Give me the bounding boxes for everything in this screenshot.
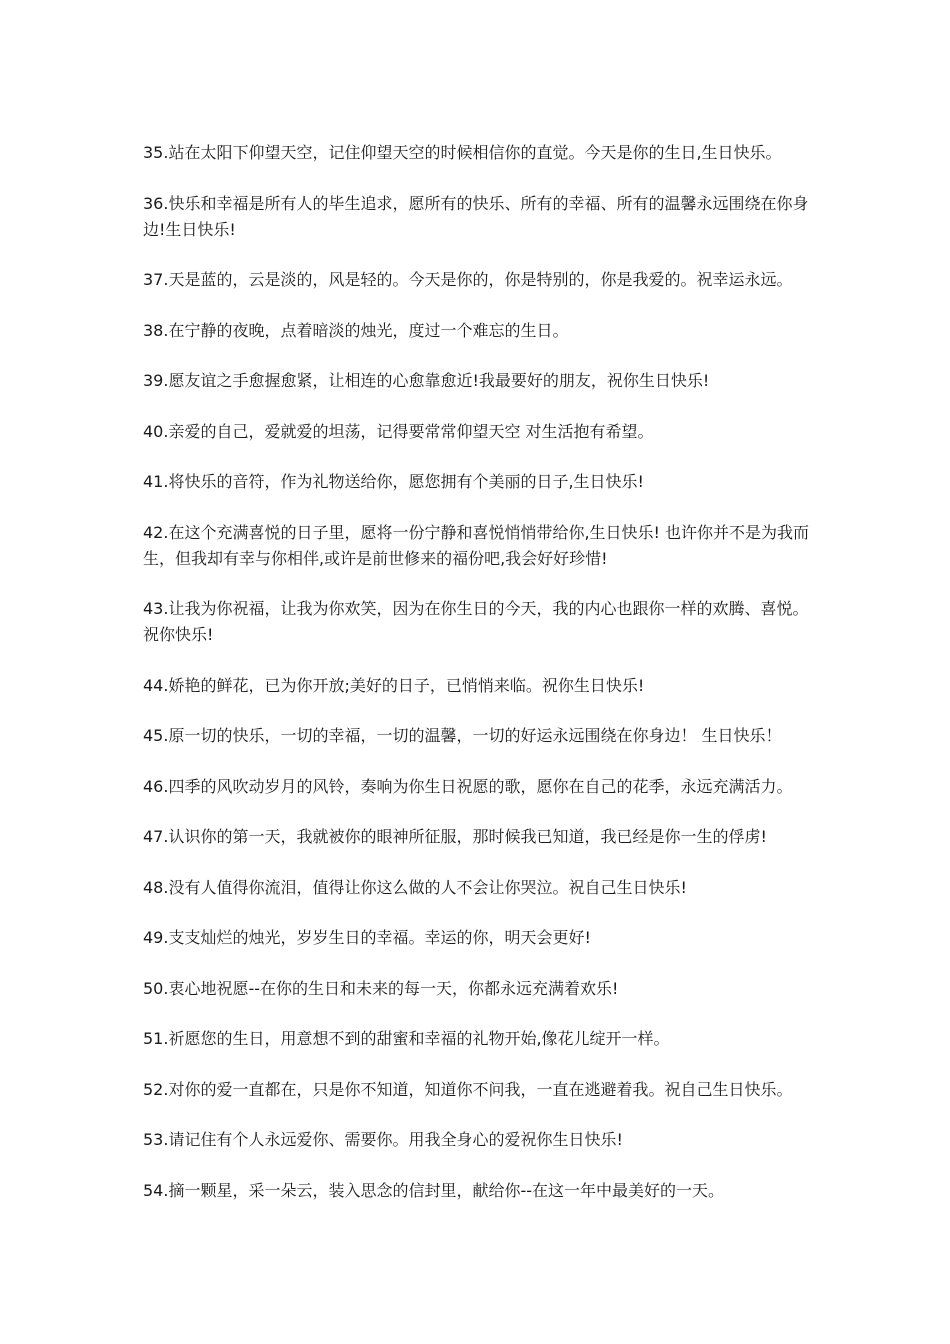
- paragraph-37: 37.天是蓝的，云是淡的，风是轻的。今天是你的，你是特别的，你是我爱的。祝幸运永远。: [143, 270, 793, 289]
- paragraph-52: 52.对你的爱一直都在，只是你不知道，知道你不问我，一直在逃避着我。祝自己生日快乐。: [143, 1079, 793, 1099]
- paragraph-38: 38.在宁静的夜晚，点着暗淡的烛光，度过一个难忘的生日。: [143, 320, 569, 340]
- paragraph-49: 49.支支灿烂的烛光，岁岁生日的幸福。幸运的你，明天会更好!: [143, 928, 591, 947]
- paragraph-35: 35.站在太阳下仰望天空，记住仰望天空的时候相信你的直觉。今天是你的生日,生日快乐。: [143, 143, 782, 162]
- paragraph-40: 40.亲爱的自己，爱就爱的坦荡，记得要常常仰望天空 对生活抱有希望。: [143, 421, 654, 441]
- paragraph-53: 53.请记住有个人永远爱你、需要你。用我全身心的爱祝你生日快乐!: [143, 1130, 623, 1149]
- paragraph-47: 47.认识你的第一天，我就被你的眼神所征服，那时候我已知道，我已经是你一生的俘虏!: [143, 827, 767, 846]
- paragraph-45: 45.原一切的快乐，一切的幸福，一切的温馨，一切的好运永远围绕在你身边！ 生日快乐！: [143, 726, 782, 745]
- paragraph-39: 39.愿友谊之手愈握愈紧，让相连的心愈靠愈近!我最要好的朋友，祝你生日快乐!: [143, 371, 710, 390]
- paragraph-44: 44.娇艳的鲜花，已为你开放;美好的日子，已悄悄来临。祝你生日快乐!: [143, 675, 645, 695]
- document-body: [143, 140, 818, 1228]
- paragraph-36: 36.快乐和幸福是所有人的毕生追求，愿所有的快乐、所有的幸福、所有的温馨永远围绕在你身边!生日快乐!: [143, 193, 809, 239]
- paragraph-51: 51.祈愿您的生日，用意想不到的甜蜜和幸福的礼物开始,像花儿绽开一样。: [143, 1029, 670, 1048]
- paragraph-54: 54.摘一颗星，采一朵云，装入思念的信封里，献给你--在这一年中最美好的一天。: [143, 1180, 724, 1200]
- paragraph-42: 42.在这个充满喜悦的日子里，愿将一份宁静和喜悦悄悄带给你,生日快乐! 也许你并不是为我而生，但我却有幸与你相伴,或许是前世修来的福份吧,我会好好珍惜!: [143, 522, 810, 568]
- paragraph-50: 50.衷心地祝愿--在你的生日和未来的每一天，你都永远充满着欢乐!: [143, 978, 619, 998]
- paragraph-48: 48.没有人值得你流泪，值得让你这么做的人不会让你哭泣。祝自己生日快乐!: [143, 877, 687, 897]
- paragraph-46: 46.四季的风吹动岁月的风铃，奏响为你生日祝愿的歌，愿你在自己的花季，永远充满活力。: [143, 776, 793, 796]
- paragraph-43: 43.让我为你祝福，让我为你欢笑，因为在你生日的今天，我的内心也跟你一样的欢腾、喜悦。祝你快乐!: [143, 599, 809, 644]
- paragraph-41: 41.将快乐的音符，作为礼物送给你，愿您拥有个美丽的日子,生日快乐!: [143, 472, 644, 491]
